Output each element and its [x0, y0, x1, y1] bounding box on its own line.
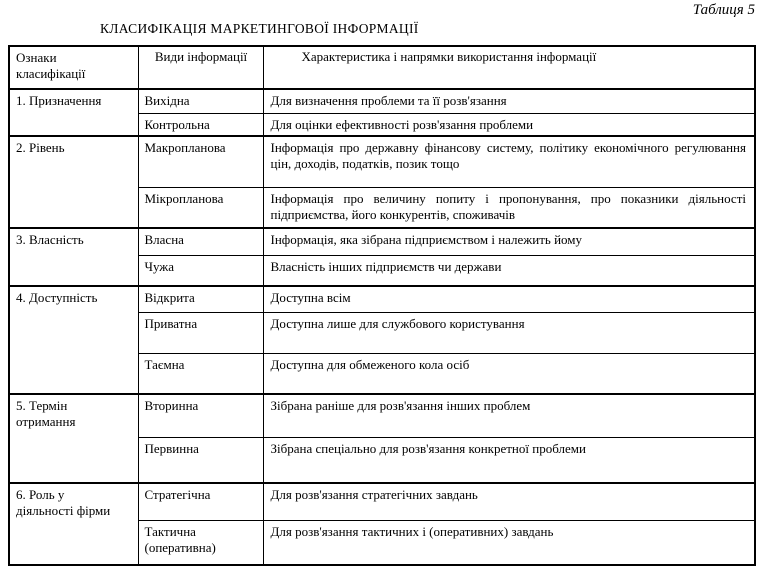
description-cell: Інформація, яка зібрана підприємством і належить йому: [263, 228, 755, 256]
table-row: [9, 228, 755, 256]
header-row: [9, 46, 755, 89]
feature-label: 2. Рівень: [16, 139, 65, 155]
feature-label: 6. Роль у діяльності фірми: [16, 486, 111, 518]
description-cell: Доступна лише для службового користування: [263, 313, 755, 354]
type-cell: Чужа: [138, 256, 263, 286]
column-header-features: [9, 46, 138, 89]
type-cell: Приватна: [138, 313, 263, 354]
page-title: КЛАСИФІКАЦІЯ МАРКЕТИНГОВОЇ ІНФОРМАЦІЇ: [100, 21, 419, 36]
description-cell: Для розв'язання тактичних і (оперативних) завдань: [263, 521, 755, 565]
feature-cell: [9, 228, 138, 286]
column-header-types: Види інформації: [138, 46, 263, 89]
column-header-features-label: Ознаки класифікації: [16, 50, 86, 81]
feature-label: 4. Доступність: [16, 289, 98, 305]
table-number-label: Таблиця 5: [692, 2, 755, 18]
type-cell: Вторинна: [138, 394, 263, 438]
type-cell: Таємна: [138, 354, 263, 394]
type-cell: Стратегічна: [138, 483, 263, 521]
description-cell: Для визначення проблеми та її розв'язання: [263, 89, 755, 113]
type-cell: Вихідна: [138, 89, 263, 113]
table-row: [9, 394, 755, 438]
description-cell: Інформація про величину попиту і пропонування, про показники діяльності підприємства, його конкурентів, споживачів: [263, 188, 755, 228]
feature-cell: [9, 394, 138, 483]
description-cell: Зібрана раніше для розв'язання інших проблем: [263, 394, 755, 438]
classification-table: [8, 45, 756, 566]
feature-label: 3. Власність: [16, 231, 84, 247]
type-cell: Контрольна: [138, 113, 263, 136]
feature-cell: [9, 286, 138, 394]
type-cell: Власна: [138, 228, 263, 256]
feature-label: 1. Призначення: [16, 93, 102, 108]
table-row: [9, 89, 755, 113]
description-cell: Для оцінки ефективності розв'язання проблеми: [263, 113, 755, 136]
description-cell: Доступна всім: [263, 286, 755, 313]
type-cell: Первинна: [138, 438, 263, 483]
feature-cell: [9, 136, 138, 228]
feature-cell: [9, 483, 138, 565]
description-cell: Зібрана спеціально для розв'язання конкретної проблеми: [263, 438, 755, 483]
feature-label: 5. Термін отримання: [16, 397, 76, 429]
description-cell: Власність інших підприємств чи держави: [263, 256, 755, 286]
description-cell: Доступна для обмеженого кола осіб: [263, 354, 755, 394]
feature-cell: [9, 89, 138, 136]
description-cell: Інформація про державну фінансову систему, політику економічного регулювання цін, доходів, податків, позик тощо: [263, 136, 755, 188]
table-row: [9, 483, 755, 521]
type-cell: Відкрита: [138, 286, 263, 313]
description-cell: Для розв'язання стратегічних завдань: [263, 483, 755, 521]
type-cell: Макропланова: [138, 136, 263, 188]
type-cell: Тактична (оперативна): [138, 521, 263, 565]
table-row: [9, 286, 755, 313]
table-row: [9, 136, 755, 188]
column-header-description: Характеристика і напрямки використання інформації: [263, 46, 755, 89]
type-cell: Мікропланова: [138, 188, 263, 228]
